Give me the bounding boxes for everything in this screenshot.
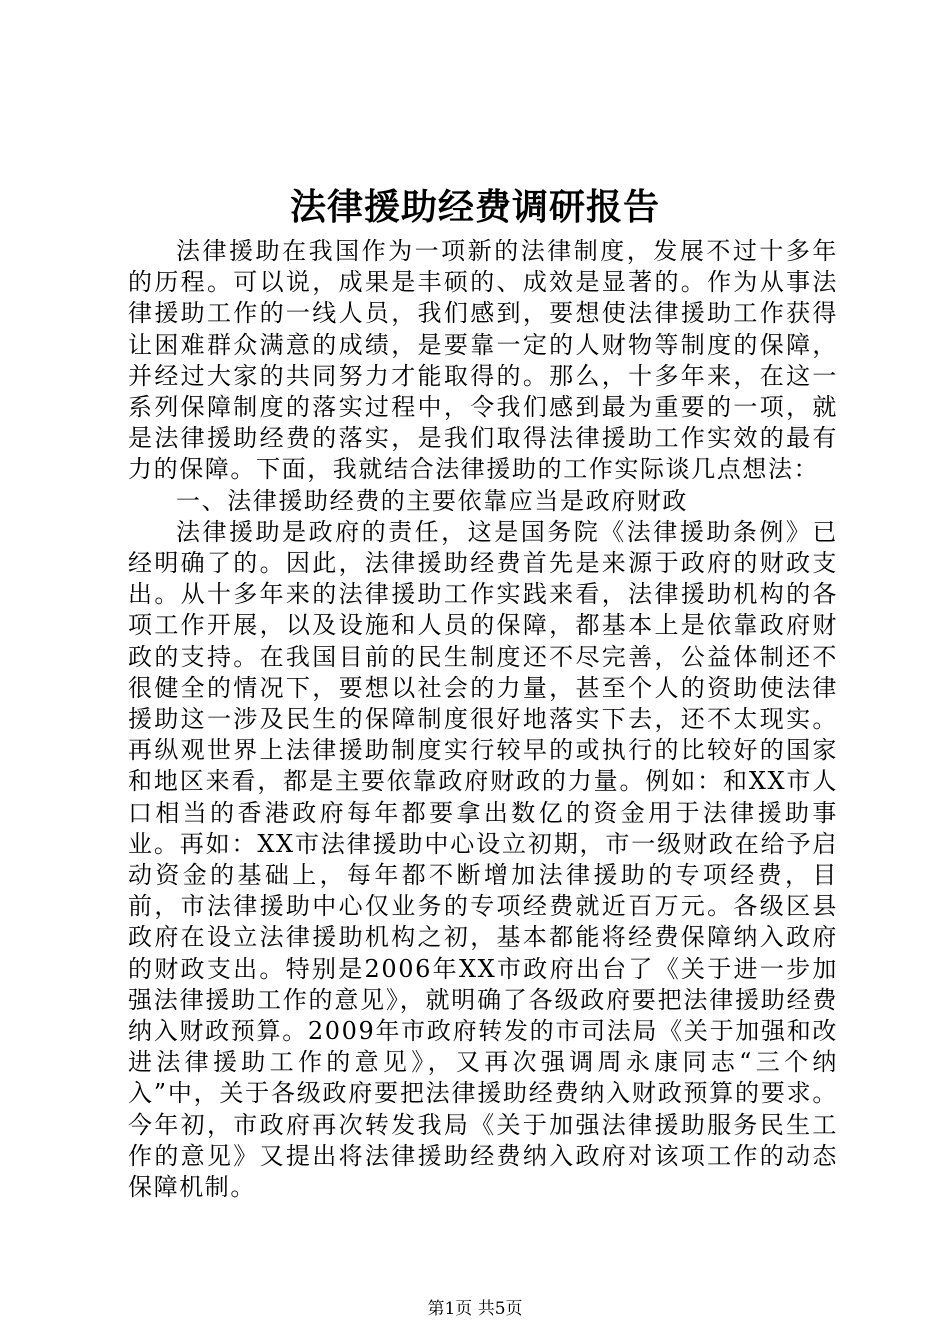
page-footer (0, 1298, 950, 1320)
section-heading-1: 一、法律援助经费的主要依靠应当是政府财政 (176, 486, 688, 515)
document-title: 法律援助经费调研报告 (289, 186, 660, 228)
paragraph-section-1: 法律援助是政府的责任，这是国务院《法律援助条例》已经明确了的。因此，法律援助经费首先是来源于政府的财政支出。从十多年来的法律援助工作实践来看，法律援助机构的各项工作开展，以及设施和人员的保障，都基本上是依靠政府财政的支持。在我国目前的民生制度还不尽完善，公益体制还不很健全的情况下，要想以社会的力量，甚至个人的资助使法律援助这一涉及民生的保障制度很好地落实下去，还不太现实。再纵观世界上法律援助制度实行较早的或执行的比较好的国家和地区来看，都是主要依靠政府财政的力量。例如：和XX市人口相当的香港政府每年都要拿出数亿的资金用于法律援助事业。再如：XX市法律援助中心设立初期，市一级财政在给予启动资金的基础上，每年都不断增加法律援助的专项经费，目前，市法律援助中心仅业务的专项经费就近百万元。各级区县政府在设立法律援助机构之初，基本都能将经费保障纳入政府的财政支出。特别是2006年XX市政府出台了《关于进一步加强法律援助工作的意见》，就明确了各级政府要把法律援助经费纳入财政预算。2009年市政府转发的市司法局《关于加强和改进法律援助工作的意见》，又再次强调周永康同志“三个纳入”中，关于各级政府要把法律援助经费纳入财政预算的要求。今年初，市政府再次转发我局《关于加强法律援助服务民生工作的意见》又提出将法律援助经费纳入政府对该项工作的动态保障机制。 (128, 517, 838, 1202)
document-body (128, 236, 838, 1203)
paragraph-intro: 法律援助在我国作为一项新的法律制度，发展不过十多年的历程。可以说，成果是丰硕的、成效是显著的。作为从事法律援助工作的一线人员，我们感到，要想使法律援助工作获得让困难群众满意的成绩，是要靠一定的人财物等制度的保障，并经过大家的共同努力才能取得的。那么，十多年来，在这一系列保障制度的落实过程中，令我们感到最为重要的一项，就是法律援助经费的落实，是我们取得法律援助工作实效的最有力的保障。下面，我就结合法律援助的工作实际谈几点想法： (128, 237, 838, 484)
page-number: 第1页 共5页 (427, 1299, 523, 1319)
